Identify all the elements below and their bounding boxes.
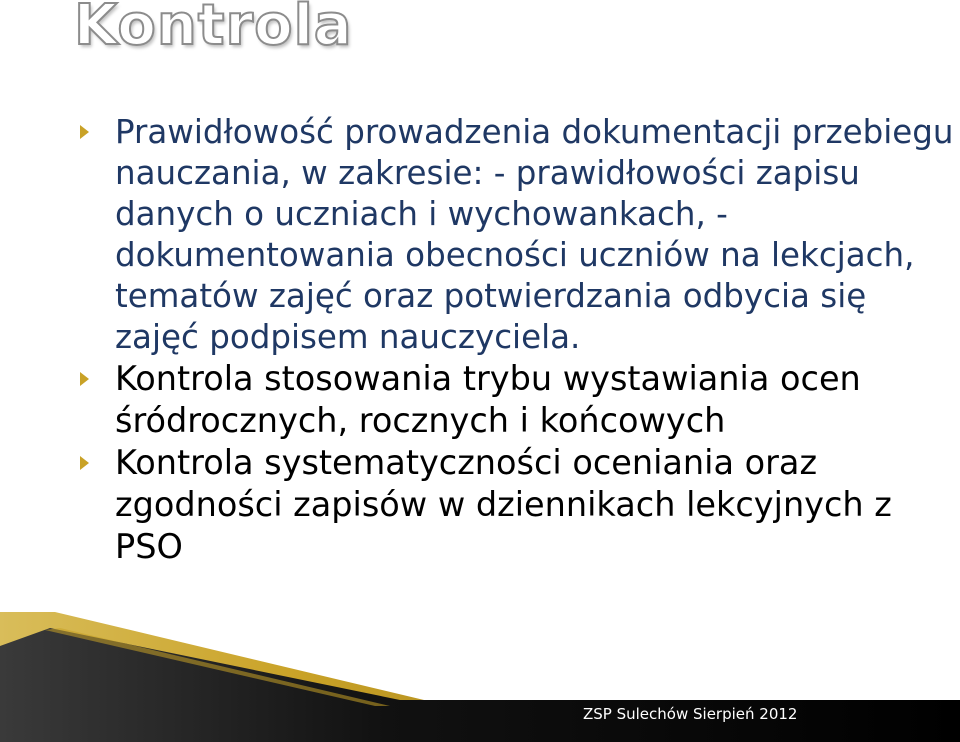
footer-text: ZSP Sulechów Sierpień 2012 — [583, 705, 798, 723]
bullet-text: Kontrola stosowania trybu wystawiania ocen śródrocznych, rocznych i końcowych — [115, 359, 861, 440]
bullet-text: Prawidłowość prowadzenia dokumentacji przebiegu nauczania, w zakresie: - prawidłowości zapisu danych o uczniach i wychowankach, -dokumentowania obecności uczniów na lekcjach, tematów zajęć oraz potwierdzania odbycia się zajęć podpisem nauczyciela. — [115, 113, 954, 356]
bullet-text: Kontrola systematyczności oceniania oraz zgodności zapisów w dziennikach lekcyjnych z PSO — [115, 443, 892, 566]
slide-title: Kontrola — [74, 0, 353, 58]
